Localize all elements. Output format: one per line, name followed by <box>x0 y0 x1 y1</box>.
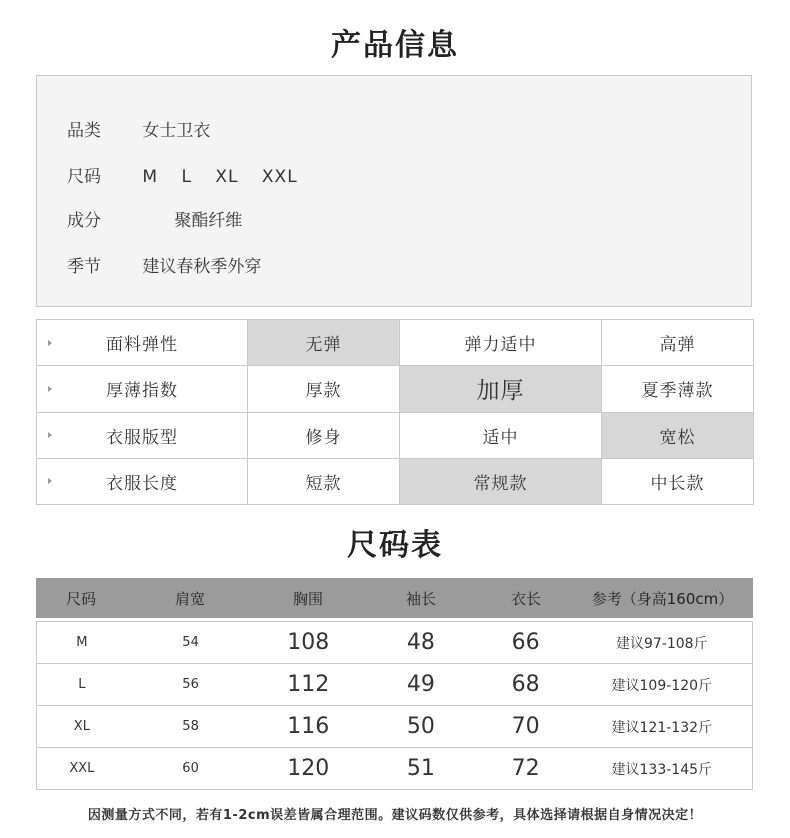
column-header: 胸围 <box>292 589 323 608</box>
cell-reference: 建议97-108斤 <box>615 635 708 652</box>
composition-label: 成分 <box>67 211 101 231</box>
attribute-row-elasticity <box>37 320 754 366</box>
cell-shoulder: 60 <box>182 761 199 776</box>
cell-chest: 108 <box>287 630 330 655</box>
info-row-composition <box>67 206 242 231</box>
column-header: 肩宽 <box>174 589 205 608</box>
caret-right-icon <box>48 340 52 346</box>
attribute-option: 短款 <box>248 458 400 504</box>
caret-right-icon <box>48 478 52 484</box>
cell-length: 72 <box>511 756 540 781</box>
column-header: 尺码 <box>65 589 96 608</box>
cell-sleeve: 51 <box>406 756 435 781</box>
column-header: 衣长 <box>510 589 541 608</box>
attribute-option: 宽松 <box>602 412 754 458</box>
cell-reference: 建议121-132斤 <box>611 719 713 736</box>
cell-length: 70 <box>511 714 540 739</box>
cell-size: L <box>78 677 86 692</box>
cell-chest: 120 <box>287 756 330 781</box>
attribute-label: 衣服版型 <box>37 412 248 458</box>
attribute-row-fit <box>37 412 754 458</box>
info-row-category <box>67 116 210 141</box>
product-info-panel <box>36 75 752 307</box>
cell-shoulder: 58 <box>182 719 199 734</box>
column-header: 袖长 <box>405 589 436 608</box>
table-row <box>37 706 752 748</box>
cell-chest: 116 <box>287 714 330 739</box>
cell-size: XL <box>73 719 90 734</box>
size-values <box>142 167 315 187</box>
attribute-option: 常规款 <box>400 458 602 504</box>
composition-value: 聚酯纤维 <box>174 211 243 231</box>
size-chart-title: 尺码表 <box>347 528 443 563</box>
cell-sleeve: 49 <box>406 672 435 697</box>
attribute-grid <box>36 319 754 505</box>
attribute-option: 厚款 <box>248 366 400 412</box>
table-row <box>37 622 752 664</box>
caret-right-icon <box>48 432 52 438</box>
product-info-title: 产品信息 <box>331 28 459 63</box>
attribute-option: 高弹 <box>602 320 754 366</box>
size-option: XXL <box>261 167 298 187</box>
cell-sleeve: 48 <box>406 630 435 655</box>
cell-reference: 建议109-120斤 <box>611 677 713 694</box>
attribute-option: 适中 <box>400 412 602 458</box>
attribute-option: 无弹 <box>248 320 400 366</box>
cell-shoulder: 54 <box>182 635 199 650</box>
size-chart-body <box>36 621 753 790</box>
attribute-option: 中长款 <box>602 458 754 504</box>
attribute-row-length <box>37 458 754 504</box>
size-chart-header <box>36 578 753 618</box>
info-row-size <box>67 162 316 187</box>
caret-right-icon <box>48 386 52 392</box>
cell-size: XXL <box>69 761 95 776</box>
attribute-option: 弹力适中 <box>400 320 602 366</box>
attribute-label: 厚薄指数 <box>37 366 248 412</box>
size-option: XL <box>215 167 239 187</box>
attribute-option: 修身 <box>248 412 400 458</box>
attribute-option: 夏季薄款 <box>602 366 754 412</box>
attribute-label: 衣服长度 <box>37 458 248 504</box>
column-header: 参考（身高160cm） <box>591 589 734 608</box>
cell-size: M <box>76 635 88 650</box>
attribute-row-thickness <box>37 366 754 412</box>
cell-length: 66 <box>511 630 540 655</box>
attribute-option: 加厚 <box>400 366 602 412</box>
size-option: M <box>142 167 159 187</box>
cell-shoulder: 56 <box>182 677 199 692</box>
table-row <box>37 664 752 706</box>
season-value: 建议春秋季外穿 <box>142 257 262 277</box>
category-value: 女士卫衣 <box>142 121 211 141</box>
season-label: 季节 <box>67 257 101 277</box>
info-row-season <box>67 252 261 277</box>
category-label: 品类 <box>67 121 101 141</box>
size-label: 尺码 <box>67 167 101 187</box>
cell-sleeve: 50 <box>406 714 435 739</box>
cell-length: 68 <box>511 672 540 697</box>
cell-chest: 112 <box>287 672 330 697</box>
table-row <box>37 748 752 789</box>
size-option: L <box>181 167 192 187</box>
attribute-label: 面料弹性 <box>37 320 248 366</box>
cell-reference: 建议133-145斤 <box>611 761 713 778</box>
measurement-note: 因测量方式不同，若有1-2cm误差皆属合理范围。建议码数仅供参考，具体选择请根据自身情况决定！ <box>87 808 703 823</box>
